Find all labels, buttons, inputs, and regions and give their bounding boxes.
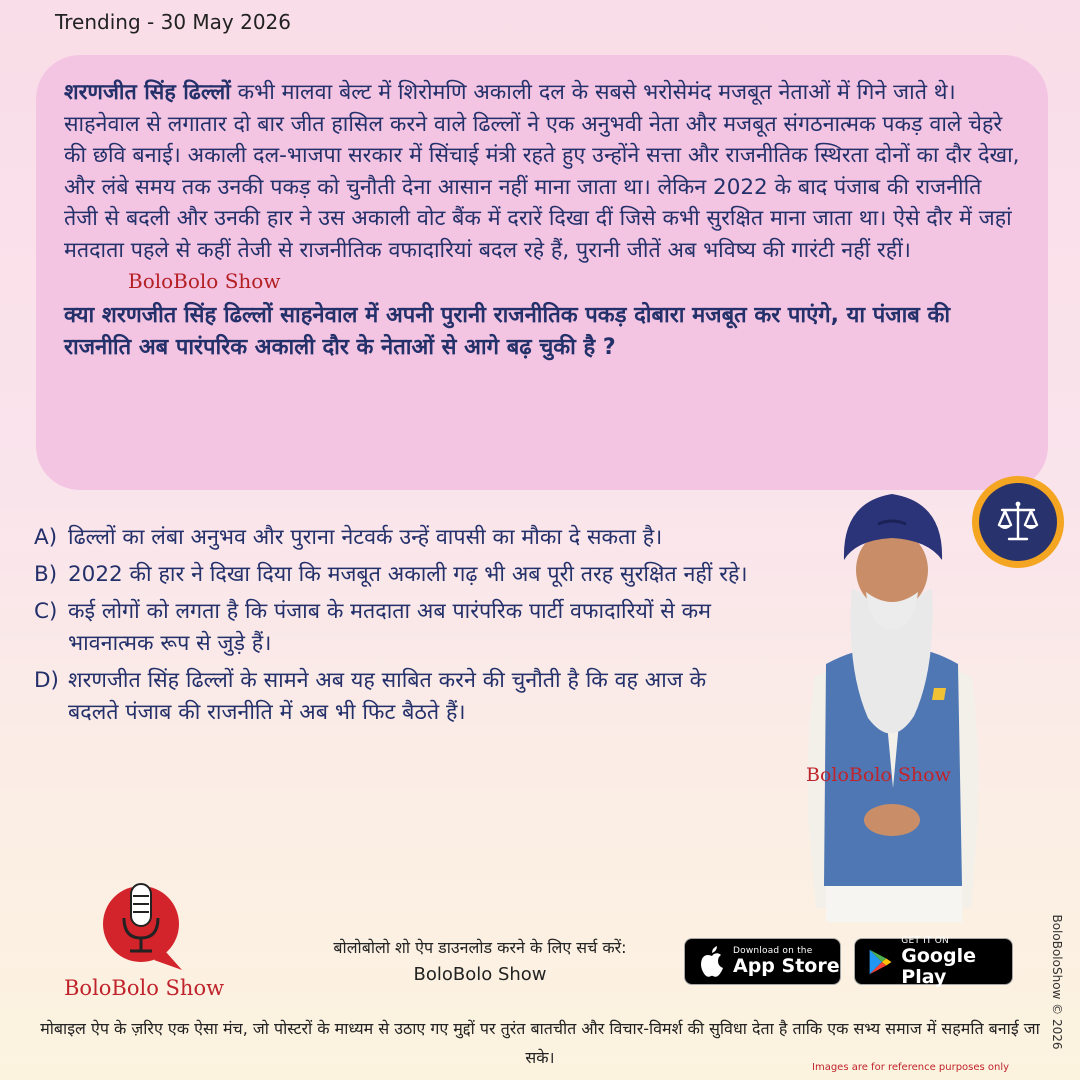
politician-portrait	[786, 488, 996, 922]
poll-question: क्या शरणजीत सिंह ढिल्लों साहनेवाल में अपनी पुरानी राजनीतिक पकड़ दोबारा मजबूत कर पाएंगे, या पंजाब की राजनीति अब पारंपरिक अकाली दौर के नेताओं से आगे बढ़ चुकी है ?	[64, 302, 951, 360]
card-watermark: BoloBolo Show	[128, 269, 281, 293]
footer-text: मोबाइल ऐप के ज़रिए एक ऐसा मंच, जो पोस्टरों के माध्यम से उठाए गए मुद्दों पर तुरंत बातचीत और विचार-विमर्श की सुविधा देता है ताकि एक सभ्य समाज में सहमति बनाई जा सके।	[40, 1019, 1040, 1067]
brand-logo-text: BoloBolo Show	[64, 976, 225, 1000]
copyright-vertical	[1047, 912, 1067, 1052]
option-b[interactable]	[34, 559, 754, 591]
option-a[interactable]	[34, 522, 754, 554]
story-card	[36, 55, 1048, 490]
story-paragraph	[64, 77, 1020, 298]
download-prompt	[290, 937, 670, 988]
option-text: शरणजीत सिंह ढिल्लों के सामने अब यह साबित करने की चुनौती है कि वह आज के बदलते पंजाब की राजनीति में अब भी फिट बैठते हैं।	[68, 668, 707, 725]
reference-disclaimer: Images are for reference purposes only	[812, 1062, 1010, 1073]
scales-of-justice-icon	[992, 496, 1044, 548]
option-key: D)	[34, 668, 59, 693]
story-body: कभी मालवा बेल्ट में शिरोमणि अकाली दल के सबसे भरोसेमंद मजबूत नेताओं में गिने जाते थे। साहनेवाल से लगातार दो बार जीत हासिल करने वाले ढिल्लों ने एक अनुभवी नेता और मजबूत संगठनात्मक पकड़ वाले चेहरे की छवि बनाई। अकाली दल-भाजपा सरकार में सिंचाई मंत्री रहते हुए उन्होंने सत्ता और राजनीतिक स्थिरता दोनों का दौर देखा, और लंबे समय तक उनकी पकड़ को चुनौती देना आसान नहीं माना जाता था। लेकिन 2022 के बाद पंजाब की राजनीति तेजी से बदली और उनकी हार ने उस अकाली वोट बैंक में दरारें दिखा दीं जिसे कभी सुरक्षित माना जाता था। ऐसे दौर में जहां मतदाता पहले से कहीं तेजी से राजनीतिक वफादारियां बदल रहे हैं, पुरानी जीतें अब भविष्य की गारंटी नहीं रहीं।	[64, 80, 1020, 263]
google-play-icon	[867, 946, 893, 978]
gplay-small-label: GET IT ON	[901, 935, 949, 946]
gplay-label: Google Play	[901, 944, 976, 988]
option-key: B)	[34, 562, 58, 587]
option-d[interactable]	[34, 665, 754, 729]
option-text: ढिल्लों का लंबा अनुभव और पुराना नेटवर्क उन्हें वापसी का मौका दे सकता है।	[68, 525, 663, 550]
microphone-icon	[96, 874, 186, 974]
copyright-text: BoloBoloShow © 2026	[1050, 914, 1064, 1050]
portrait-watermark: BoloBolo Show	[806, 764, 951, 786]
option-text: 2022 की हार ने दिखा दिया कि मजबूत अकाली गढ़ भी अब पूरी तरह सुरक्षित नहीं रहे।	[68, 562, 748, 587]
download-line: बोलोबोलो शो ऐप डाउनलोड करने के लिए सर्च करें:	[333, 938, 627, 957]
trending-date: Trending - 30 May 2026	[55, 10, 292, 34]
google-play-button[interactable]	[854, 935, 1013, 988]
download-app-name: BoloBolo Show	[413, 964, 547, 985]
story-lead-name: शरणजीत सिंह ढिल्लों	[64, 80, 231, 105]
option-key: A)	[34, 525, 58, 550]
app-store-button[interactable]	[684, 938, 841, 985]
appstore-small-label: Download on the	[733, 946, 813, 956]
option-c[interactable]	[34, 596, 754, 660]
poll-options	[34, 522, 754, 734]
option-key: C)	[34, 599, 58, 624]
option-text: कई लोगों को लगता है कि पंजाब के मतदाता अब पारंपरिक पार्टी वफादारियों से कम भावनात्मक रूप से जुड़े हैं।	[68, 599, 712, 656]
appstore-label: App Store	[733, 955, 840, 977]
apple-icon	[697, 945, 727, 979]
